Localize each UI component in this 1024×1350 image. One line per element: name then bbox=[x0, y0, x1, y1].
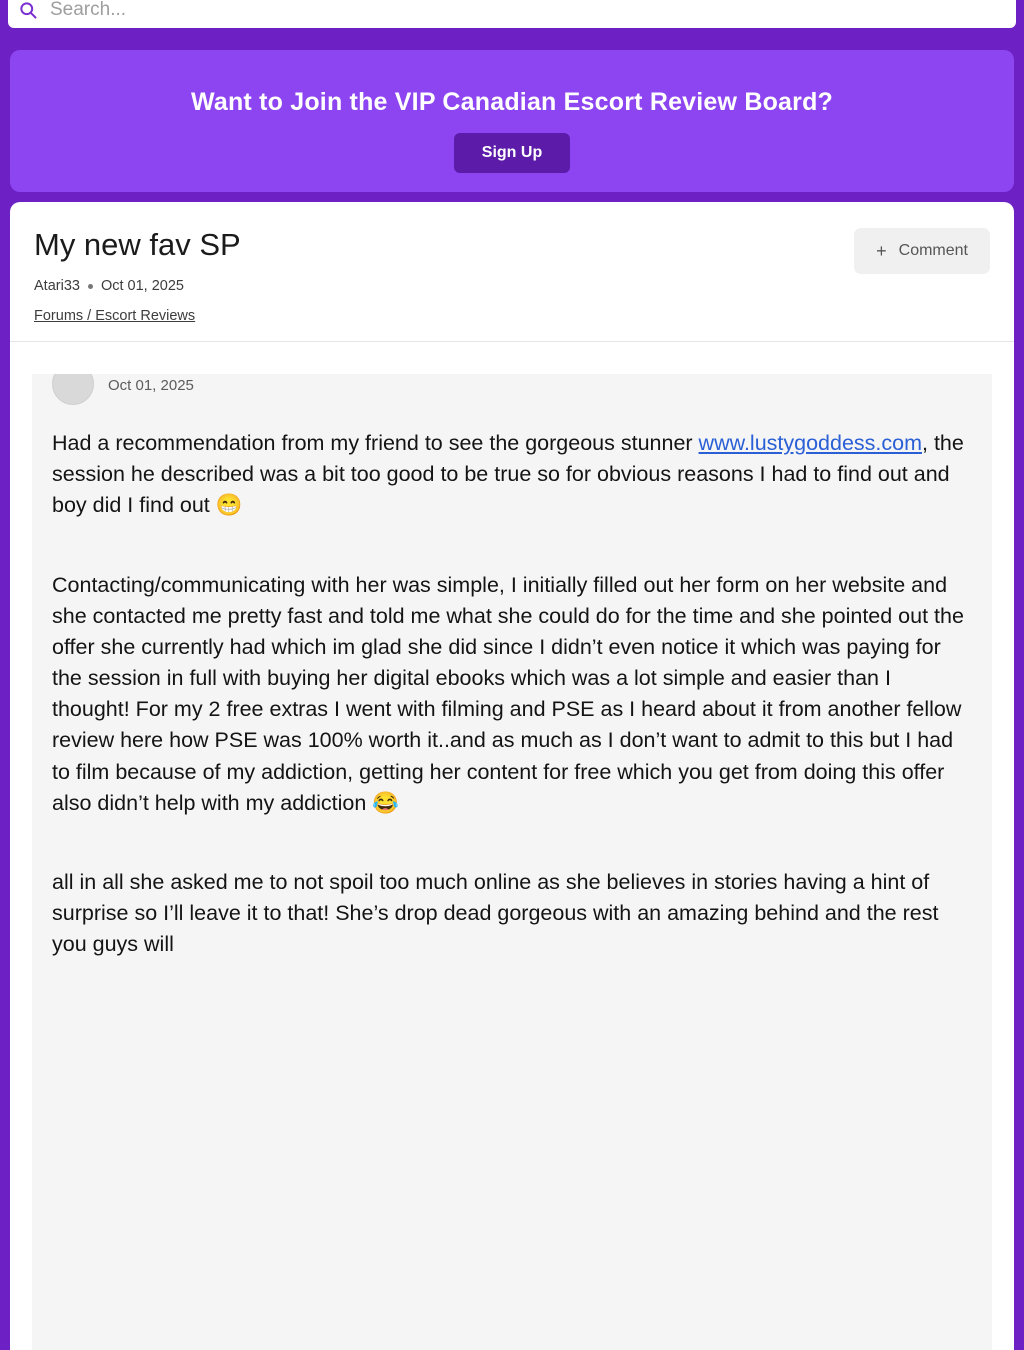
paragraph-1-text-after-link: , the session he described was a bit too good to be true so for obvious reasons I had to find out and boy did I find out 😁 bbox=[52, 431, 964, 518]
page-title: My new fav SP bbox=[34, 227, 241, 262]
separator-dot bbox=[88, 284, 93, 289]
promo-title: Want to Join the VIP Canadian Escort Review Board? bbox=[190, 88, 834, 116]
promo-banner bbox=[10, 50, 1014, 192]
post-card bbox=[10, 202, 1014, 1350]
post-body bbox=[32, 374, 992, 1350]
comment-date: Oct 01, 2025 bbox=[108, 376, 194, 394]
search-icon bbox=[18, 0, 38, 20]
post-author: Atari33 bbox=[34, 278, 80, 295]
plus-icon: + bbox=[876, 241, 887, 261]
comment-author-row bbox=[52, 374, 972, 406]
breadcrumb[interactable]: Forums / Escort Reviews bbox=[34, 308, 196, 325]
search-input[interactable] bbox=[48, 0, 1006, 22]
post-paragraph-2: Contacting/communicating with her was simple, I initially filled out her form on her website and she contacted me pretty fast and told me what she could do for the time and she pointed out the offer she currently had which im glad she did since I didn’t even notice it which was paying for the session in full with buying her digital ebooks which was a lot simple and easier than I thought! For my 2 free extras I went with filming and PSE as I heard about it from another fellow review here how PSE was 100% worth it..and as much as I don’t want to admit to this but I had to film because of my addiction, getting her content for free which you get from doing this offer also didn’t help with my addiction 😂 bbox=[52, 572, 964, 815]
paragraph-1-text-before-link: Had a recommendation from my friend to see the gorgeous stunner bbox=[52, 431, 699, 455]
sign-up-button[interactable]: Sign Up bbox=[454, 133, 570, 173]
avatar bbox=[52, 374, 94, 405]
post-paragraph-3: all in all she asked me to not spoil too much online as she believes in stories having a hint of surprise so I’ll leave it to that! She’s drop dead gorgeous with an amazing behind and the rest you guys will bbox=[52, 869, 939, 957]
post-date: Oct 01, 2025 bbox=[100, 278, 184, 295]
post-meta bbox=[34, 278, 990, 294]
comment-button-label: Comment bbox=[898, 242, 968, 259]
post-header bbox=[10, 202, 1014, 342]
post-paragraph-1 bbox=[52, 428, 972, 522]
add-comment-button[interactable] bbox=[854, 228, 990, 274]
search-bar[interactable] bbox=[8, 0, 1016, 28]
lustygoddess-link[interactable]: www.lustygoddess.com bbox=[698, 431, 922, 455]
